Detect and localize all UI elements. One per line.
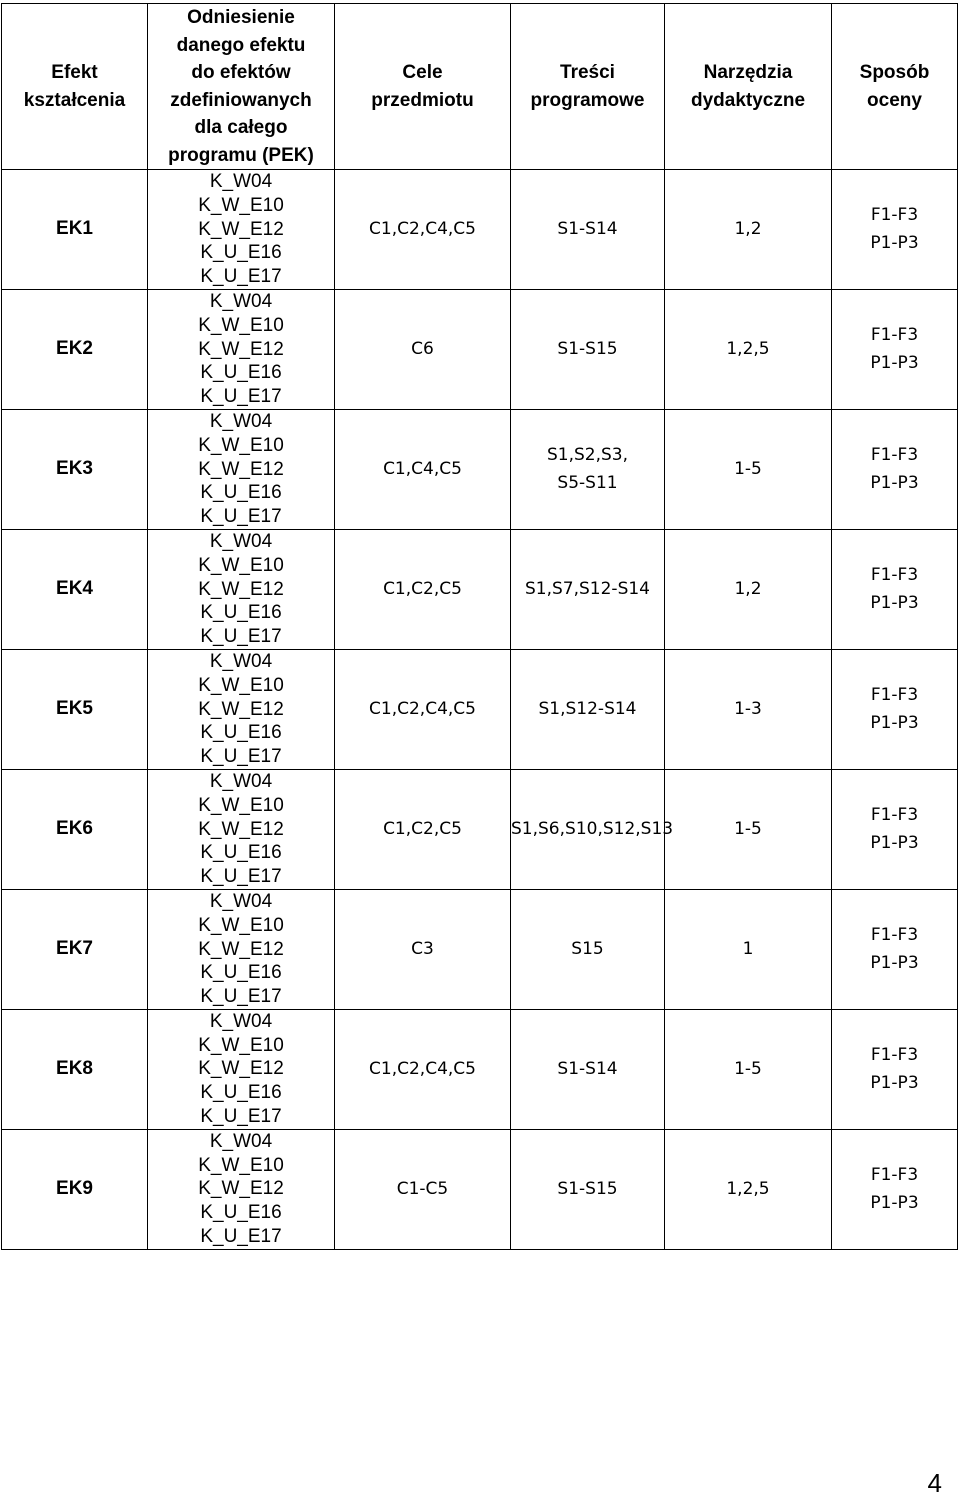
pek-references-line: K_W_E12 [198,338,284,360]
program-content [511,769,674,889]
header-narzedzia-line: dydaktyczne [690,89,806,111]
assessment-method-line: P1-P3 [870,473,919,494]
assessment-method-line: P1-P3 [870,713,919,734]
teaching-tools-line: 1,2,5 [726,1179,770,1200]
header-pek-line: dla całego [194,117,288,138]
learning-outcomes-table [1,3,958,1250]
pek-references-line: K_W_E10 [198,1154,284,1176]
program-content [511,289,665,409]
header-sposob-line: Sposób [859,62,930,83]
pek-references [148,769,335,889]
program-content-line: S5-S11 [557,473,618,494]
header-cele-line: przedmiotu [371,89,474,111]
effect-code: EK6 [2,769,148,889]
assessment-method [832,1129,958,1249]
course-objectives [335,889,511,1009]
assessment-method-line: P1-P3 [870,1073,919,1094]
effect-code: EK3 [2,409,148,529]
effect-code: EK8 [2,1009,148,1129]
pek-references-line: K_W_E12 [198,578,284,600]
program-content [511,529,665,649]
pek-references-line: K_U_E17 [200,506,282,528]
pek-references-line: K_W04 [209,890,273,912]
pek-references-line: K_U_E16 [200,362,282,384]
pek-references-line: K_W_E10 [198,1034,284,1056]
pek-references-line: K_U_E16 [200,242,282,264]
program-content-line: S1,S2,S3, [546,445,629,466]
assessment-method [832,889,958,1009]
assessment-method-line: F1-F3 [870,805,919,826]
course-objectives-line: C1,C2,C4,C5 [369,699,476,720]
teaching-tools [665,529,832,649]
pek-references-line: K_U_E17 [200,986,282,1008]
pek-references-line: K_W_E12 [198,938,284,960]
header-pek-line: zdefiniowanych [170,89,312,111]
assessment-method-line: F1-F3 [870,925,919,946]
assessment-method [832,1009,958,1129]
pek-references-line: K_W_E10 [198,674,284,696]
pek-references [148,1009,335,1129]
pek-references-line: K_W_E10 [198,794,284,816]
course-objectives [335,769,511,889]
assessment-method-line: F1-F3 [870,205,919,226]
pek-references-line: K_W_E10 [198,434,284,456]
program-content [511,170,665,290]
assessment-method [832,170,958,290]
teaching-tools [665,889,832,1009]
assessment-method-line: F1-F3 [870,565,919,586]
pek-references-line: K_U_E16 [200,722,282,744]
teaching-tools-line: 1,2 [734,219,762,240]
teaching-tools-line: 1-5 [734,1059,762,1080]
pek-references [148,170,335,290]
course-objectives-line: C1,C2,C4,C5 [369,1059,476,1080]
assessment-method-line: P1-P3 [870,233,919,254]
assessment-method-line: F1-F3 [870,445,919,466]
pek-references-line: K_U_E16 [200,482,282,504]
page-number: 4 [927,1468,942,1498]
header-efekt-line: Efekt [51,62,98,83]
table-row [2,409,958,529]
pek-references-line: K_U_E16 [200,842,282,864]
effect-code: EK9 [2,1129,148,1249]
pek-references-line: K_W_E12 [198,458,284,480]
pek-references-line: K_W04 [209,650,273,672]
course-objectives [335,1009,511,1129]
pek-references [148,649,335,769]
course-objectives [335,170,511,290]
header-sposob-line: oceny [867,89,922,111]
program-content [511,409,665,529]
header-narzedzia-line: Narzędzia [703,62,793,83]
effect-code: EK2 [2,289,148,409]
assessment-method-line: F1-F3 [870,685,919,706]
pek-references-line: K_W04 [209,410,273,432]
assessment-method [832,649,958,769]
assessment-method [832,289,958,409]
assessment-method-line: P1-P3 [870,593,919,614]
pek-references-line: K_W_E10 [198,554,284,576]
pek-references-line: K_W_E10 [198,314,284,336]
teaching-tools [665,170,832,290]
course-objectives [335,529,511,649]
course-objectives [335,1129,511,1249]
pek-references-line: K_U_E17 [200,866,282,888]
header-pek [148,4,335,170]
header-sposob [832,4,958,170]
course-objectives-line: C1,C4,C5 [383,459,462,480]
program-content [511,649,665,769]
table-row [2,529,958,649]
course-objectives-line: C1,C2,C5 [383,819,462,840]
pek-references [148,529,335,649]
effect-code: EK4 [2,529,148,649]
course-objectives-line: C6 [411,339,434,360]
pek-references-line: K_U_E17 [200,626,282,648]
pek-references-line: K_W_E12 [198,1178,284,1200]
program-content-line: S1-S14 [557,219,618,240]
program-content [511,1009,665,1129]
pek-references-line: K_W_E10 [198,914,284,936]
program-content-line: S1-S15 [557,1179,618,1200]
pek-references-line: K_W04 [209,290,273,312]
pek-references-line: K_W04 [209,1130,273,1152]
pek-references [148,289,335,409]
pek-references-line: K_W04 [209,530,273,552]
course-objectives-line: C3 [411,939,434,960]
course-objectives-line: C1-C5 [396,1179,449,1200]
program-content-line: S1-S15 [557,339,618,360]
table-row [2,170,958,290]
program-content [511,1129,665,1249]
pek-references-line: K_U_E17 [200,746,282,768]
header-pek-line: programu (PEK) [168,144,314,166]
teaching-tools [665,409,832,529]
header-cele-line: Cele [402,62,443,83]
course-objectives-line: C1,C2,C4,C5 [369,219,476,240]
program-content-line: S1-S14 [557,1059,618,1080]
pek-references-line: K_W_E12 [198,1058,284,1080]
teaching-tools-line: 1 [742,939,754,960]
teaching-tools [665,289,832,409]
pek-references-line: K_U_E17 [200,1226,282,1248]
pek-references-line: K_W_E12 [198,218,284,240]
assessment-method [832,409,958,529]
teaching-tools [665,769,832,889]
header-cele [335,4,511,170]
pek-references-line: K_W_E12 [198,818,284,840]
teaching-tools [665,1009,832,1129]
assessment-method-line: P1-P3 [870,833,919,854]
teaching-tools-line: 1-5 [734,459,762,480]
teaching-tools-line: 1-5 [734,819,762,840]
pek-references-line: K_W_E10 [198,194,284,216]
teaching-tools [665,649,832,769]
assessment-method-line: F1-F3 [870,1165,919,1186]
course-objectives [335,289,511,409]
program-content-line: S1,S7,S12-S14 [524,579,650,600]
table-row [2,289,958,409]
header-pek-line: danego efektu [176,34,306,56]
program-content-line: S1,S12-S14 [538,699,637,720]
effect-code: EK5 [2,649,148,769]
program-content-line: S1,S6,S10,S12,S13 [511,819,674,840]
assessment-method-line: F1-F3 [870,1045,919,1066]
course-objectives [335,649,511,769]
header-tresci-line: Treści [560,62,615,83]
pek-references [148,1129,335,1249]
assessment-method-line: P1-P3 [870,353,919,374]
table-row [2,769,958,889]
pek-references-line: K_W04 [209,770,273,792]
pek-references-line: K_U_E16 [200,1082,282,1104]
program-content-line: S15 [571,939,604,960]
assessment-method-line: P1-P3 [870,1193,919,1214]
table-row [2,889,958,1009]
program-content [511,889,665,1009]
pek-references-line: K_W04 [209,171,273,192]
assessment-method-line: P1-P3 [870,953,919,974]
header-row [2,4,958,170]
table-row [2,649,958,769]
teaching-tools-line: 1,2 [734,579,762,600]
header-tresci-line: programowe [530,89,645,111]
effect-code: EK7 [2,889,148,1009]
assessment-method [832,529,958,649]
pek-references-line: K_W_E12 [198,698,284,720]
assessment-method [832,769,958,889]
pek-references-line: K_U_E16 [200,602,282,624]
header-efekt [2,4,148,170]
teaching-tools-line: 1,2,5 [726,339,770,360]
table-body [2,170,958,1250]
pek-references [148,409,335,529]
course-objectives [335,409,511,529]
pek-references-line: K_U_E16 [200,1202,282,1224]
header-narzedzia [665,4,832,170]
header-pek-line: do efektów [191,62,291,83]
pek-references-line: K_U_E17 [200,266,282,288]
header-pek-line: Odniesienie [187,7,295,28]
assessment-method-line: F1-F3 [870,325,919,346]
effect-code: EK1 [2,170,148,290]
pek-references [148,889,335,1009]
teaching-tools-line: 1-3 [734,699,762,720]
pek-references-line: K_U_E16 [200,962,282,984]
pek-references-line: K_U_E17 [200,386,282,408]
course-objectives-line: C1,C2,C5 [383,579,462,600]
header-efekt-line: kształcenia [23,89,126,111]
pek-references-line: K_W04 [209,1010,273,1032]
teaching-tools [665,1129,832,1249]
table-row [2,1009,958,1129]
header-tresci [511,4,665,170]
pek-references-line: K_U_E17 [200,1106,282,1128]
table-row [2,1129,958,1249]
